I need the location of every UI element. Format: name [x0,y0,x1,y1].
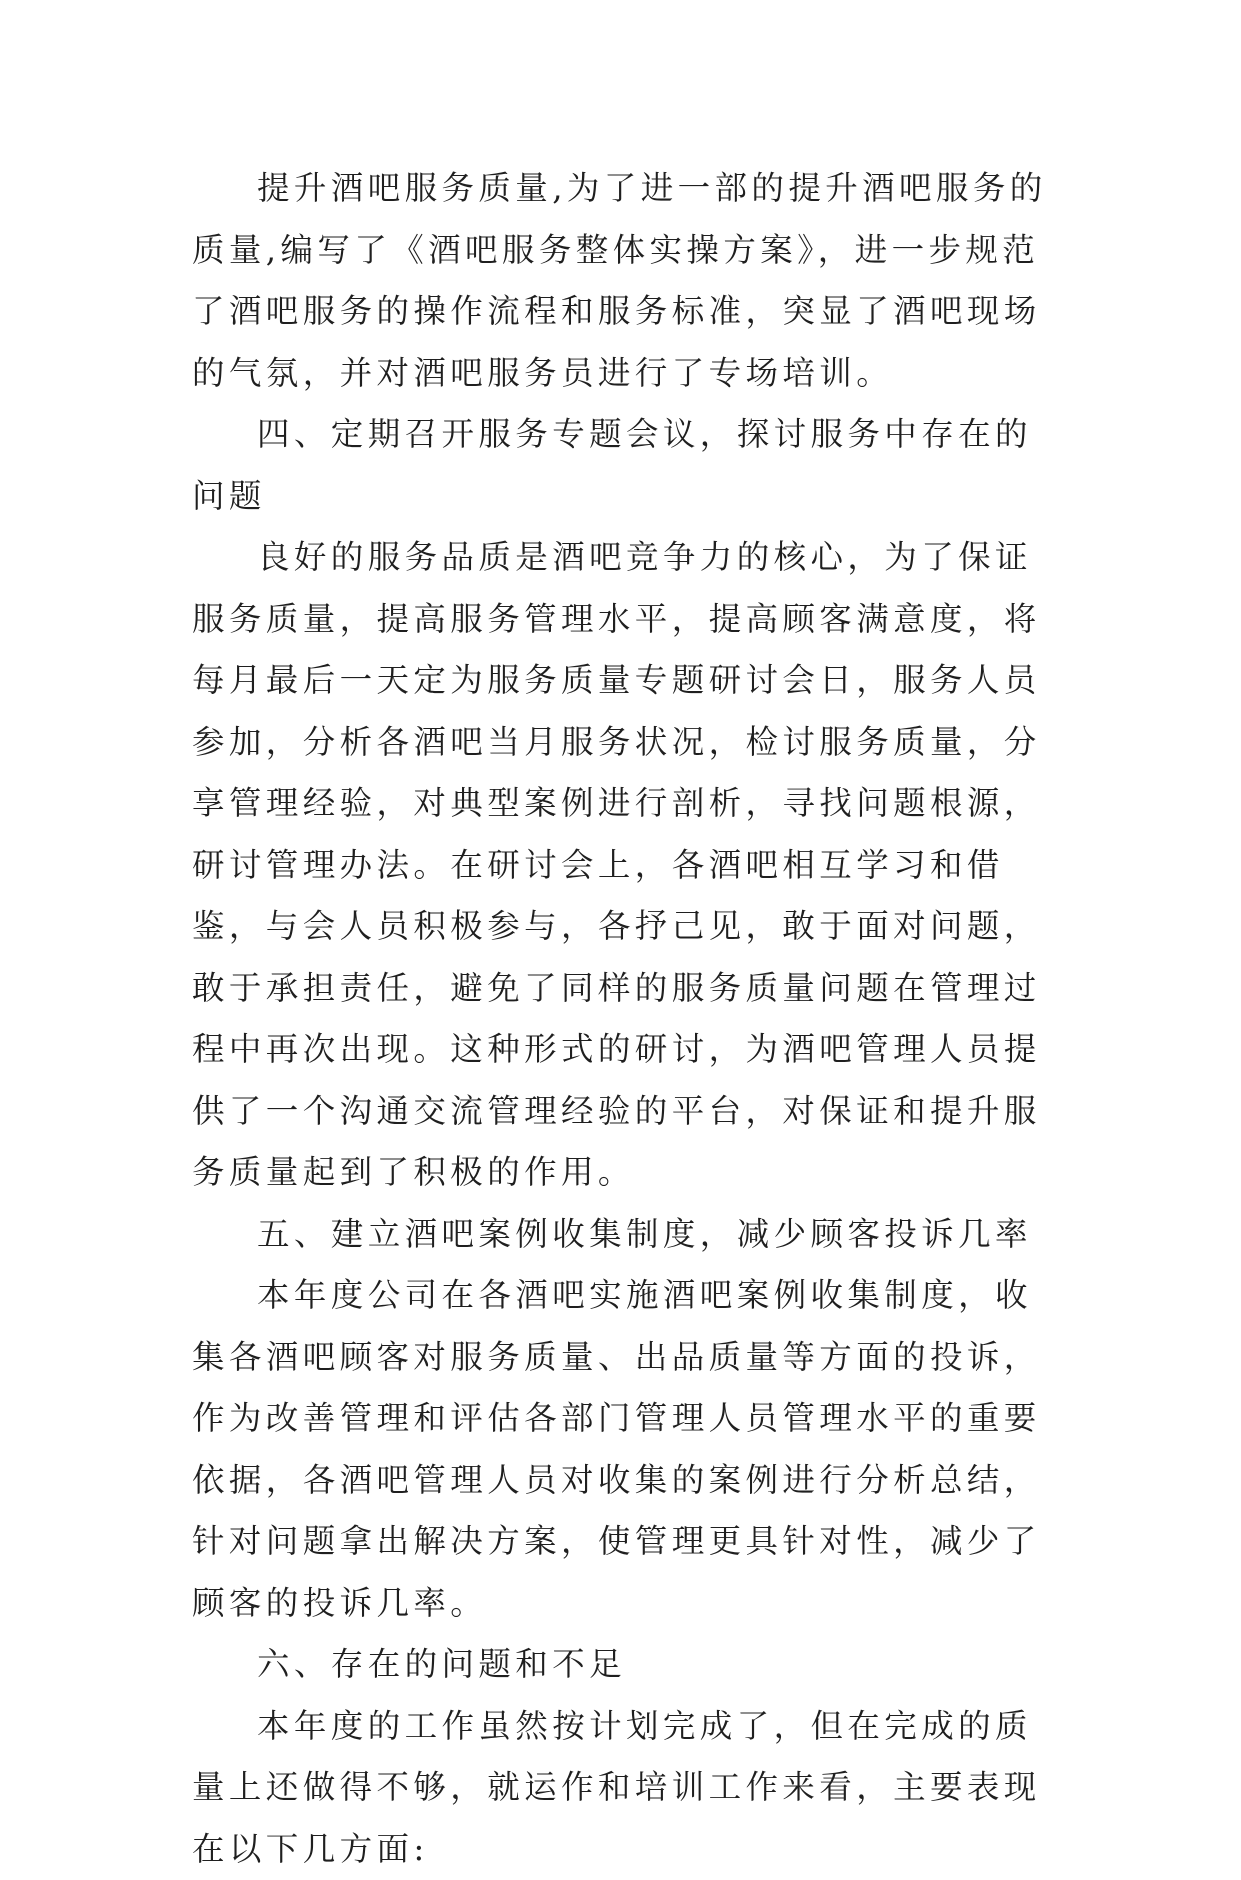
paragraph-case-collection: 本年度公司在各酒吧实施酒吧案例收集制度，收集各酒吧顾客对服务质量、出品质量等方面的投诉，作为改善管理和评估各部门管理人员管理水平的重要依据，各酒吧管理人员对收集的案例进行分析总结，针对问题拿出解决方案，使管理更具针对性，减少了顾客的投诉几率。 [192,1265,1050,1634]
section-heading-4: 四、定期召开服务专题会议，探讨服务中存在的问题 [192,404,1050,527]
document-body [192,158,1050,1880]
paragraph-service-meeting: 良好的服务品质是酒吧竞争力的核心，为了保证服务质量，提高服务管理水平，提高顾客满意度，将每月最后一天定为服务质量专题研讨会日，服务人员参加，分析各酒吧当月服务状况，检讨服务质量，分享管理经验，对典型案例进行剖析，寻找问题根源，研讨管理办法。在研讨会上，各酒吧相互学习和借鉴，与会人员积极参与，各抒己见，敢于面对问题，敢于承担责任，避免了同样的服务质量问题在管理过程中再次出现。这种形式的研讨，为酒吧管理人员提供了一个沟通交流管理经验的平台，对保证和提升服务质量起到了积极的作用。 [192,527,1050,1204]
section-heading-5: 五、建立酒吧案例收集制度，减少顾客投诉几率 [192,1204,1050,1266]
paragraph-problems: 本年度的工作虽然按计划完成了，但在完成的质量上还做得不够，就运作和培训工作来看，主要表现在以下几方面: [192,1696,1050,1880]
paragraph-service-quality: 提升酒吧服务质量,为了进一部的提升酒吧服务的质量,编写了《酒吧服务整体实操方案》，进一步规范了酒吧服务的操作流程和服务标准，突显了酒吧现场的气氛，并对酒吧服务员进行了专场培训。 [192,158,1050,404]
section-heading-6: 六、存在的问题和不足 [192,1634,1050,1696]
